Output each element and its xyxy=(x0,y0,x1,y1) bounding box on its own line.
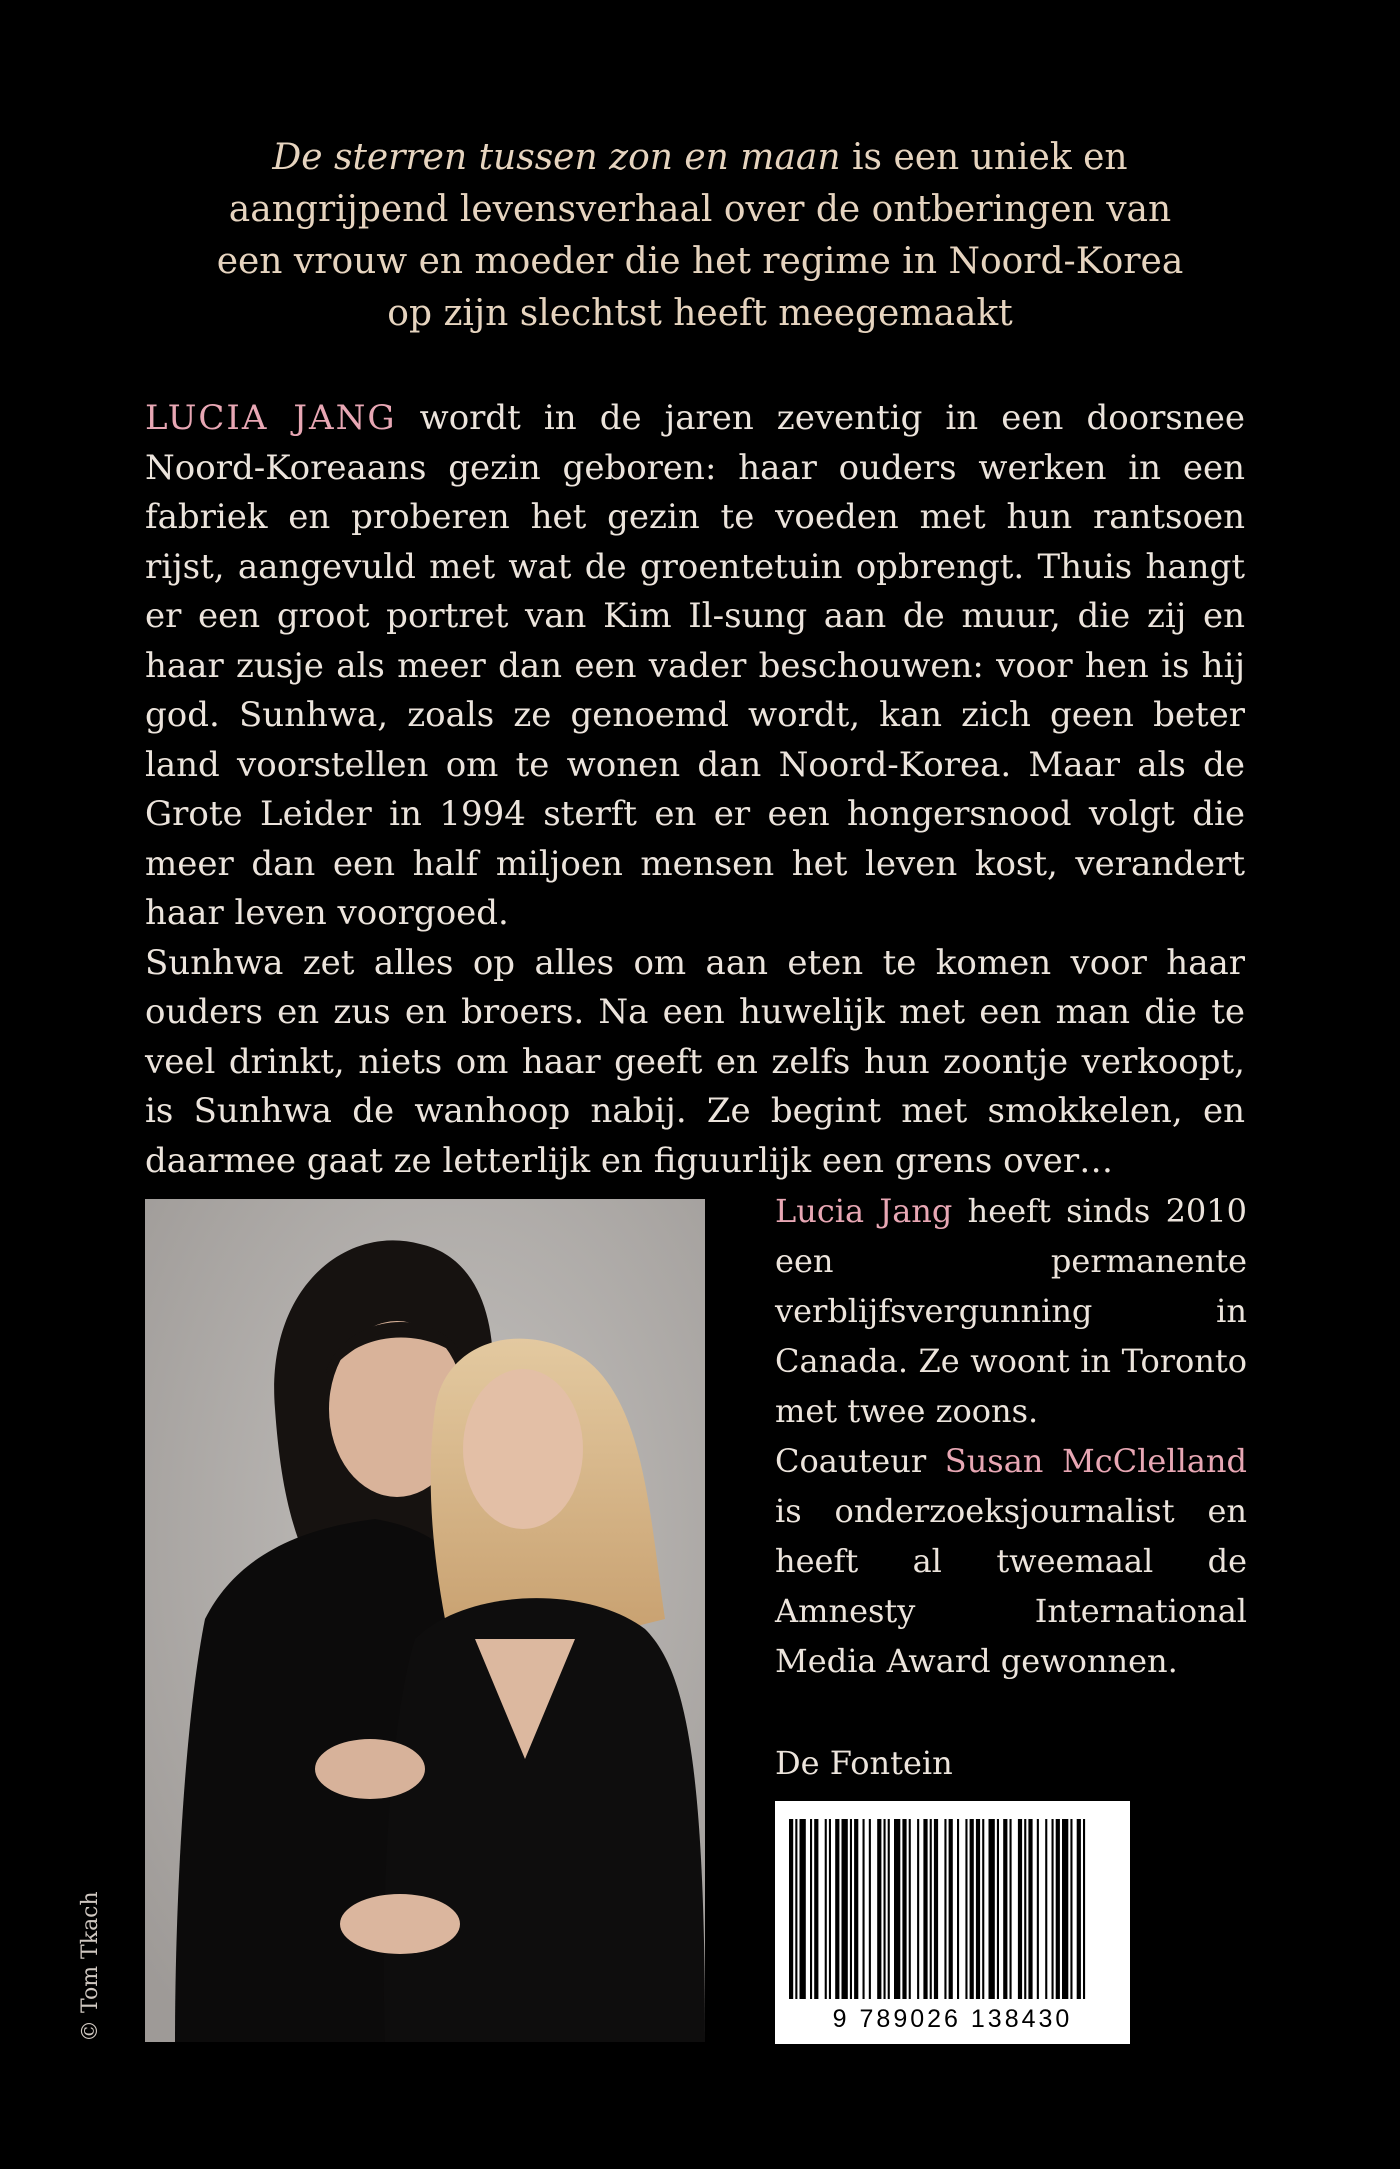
barcode-bar xyxy=(829,1819,831,1999)
blurb xyxy=(145,394,1245,1186)
barcode-bar xyxy=(800,1819,806,1999)
barcode-bar xyxy=(957,1819,959,1999)
barcode-bar xyxy=(1018,1819,1022,1999)
author-photo-image xyxy=(145,1199,705,2042)
barcode-bar xyxy=(1077,1819,1081,1999)
barcode-bar xyxy=(894,1819,900,1999)
barcode-bar xyxy=(888,1819,890,1999)
coauthor-prefix: Coauteur xyxy=(775,1442,945,1480)
blurb-paragraph-2: Sunhwa zet alles op alles om aan eten te komen voor haar ouders en zus en broers. Na een huwelijk met een man die te veel drinkt, niets om haar geeft en zelfs hun zoontje verkoopt, is Sunhwa de wanhoop nabij. Ze begint met smokkelen, en daarmee gaat ze letterlijk en figuurlijk een grens over… xyxy=(145,942,1245,1181)
barcode-bar xyxy=(976,1819,980,1999)
barcode-bar xyxy=(909,1819,911,1999)
coauthor-name: Susan McClelland xyxy=(944,1442,1248,1480)
barcode-bar xyxy=(1083,1819,1085,1999)
barcode-bar xyxy=(1056,1819,1060,1999)
barcode-bar xyxy=(1028,1819,1032,1999)
barcode-bar xyxy=(949,1819,953,1999)
barcode-bar xyxy=(989,1819,995,1999)
barcode-bar xyxy=(814,1819,818,1999)
author1-text: heeft sinds 2010 een permanente verblijfsvergunning in Canada. Ze woont in Toronto met twee zoons. xyxy=(775,1192,1248,1430)
barcode-bar xyxy=(923,1819,927,1999)
barcode-bar xyxy=(934,1819,938,1999)
photo-credit: © Tom Tkach xyxy=(78,1891,103,2042)
barcode-bar xyxy=(1037,1819,1039,1999)
tagline xyxy=(195,132,1205,340)
tagline-text: is een uniek en aangrijpend levensverhaal over de ontberingen van een vrouw en moeder die het regime in Noord-Korea op zijn slechtst heeft meegemaakt xyxy=(216,137,1184,334)
barcode-bar xyxy=(825,1819,827,1999)
barcode-bar xyxy=(835,1819,839,1999)
barcode-bar xyxy=(869,1819,871,1999)
author-photo xyxy=(145,1199,705,2042)
barcode-bar xyxy=(944,1819,946,1999)
barcode-bar xyxy=(850,1819,852,1999)
barcode-bar xyxy=(1024,1819,1026,1999)
publisher-name: De Fontein xyxy=(775,1744,953,1782)
barcode-bar xyxy=(997,1819,999,1999)
barcode-bar xyxy=(863,1819,865,1999)
barcode xyxy=(775,1801,1130,2044)
barcode-bar xyxy=(930,1819,932,1999)
coauthor-text: is onderzoeksjournalist en heeft al tweemaal de Amnesty International Media Award gewonnen. xyxy=(775,1492,1247,1680)
author-name: LUCIA JANG xyxy=(145,398,397,438)
barcode-bar xyxy=(810,1819,812,1999)
barcode-bar xyxy=(877,1819,881,1999)
barcode-bar xyxy=(842,1819,848,1999)
barcode-bar xyxy=(1052,1819,1054,1999)
barcode-bar xyxy=(854,1819,858,1999)
barcode-bars xyxy=(775,1801,1130,2006)
barcode-bar xyxy=(1070,1819,1072,1999)
barcode-bar xyxy=(795,1819,797,1999)
barcode-bar xyxy=(1003,1819,1007,1999)
barcode-bar xyxy=(970,1819,974,1999)
isbn-number: 9 789026 138430 xyxy=(832,2005,1073,2033)
barcode-bar xyxy=(1045,1819,1047,1999)
blurb-paragraph-1-text: wordt in de jaren zeventig in een doorsnee Noord-Koreaans gezin geboren: haar ouders werken in een fabriek en proberen het gezin te voeden met hun rantsoen rijst, aangevuld met wat de groentetuin opbrengt. Thuis hangt er een groot portret van Kim Il-sung aan de muur, die zij en haar zusje als meer dan een vader beschouwen: voor hen is hij god. Sunhwa, zoals ze genoemd wordt, kan zich geen beter land voorstellen om te wonen dan Noord-Korea. Maar als de Grote Leider in 1994 sterft en er een hongersnood volgt die meer dan een half miljoen mensen het leven kost, verandert haar leven voorgoed. xyxy=(145,398,1245,933)
coauthor-bio xyxy=(775,1436,1247,1686)
barcode-bar xyxy=(789,1819,793,1999)
blurb-paragraph-1 xyxy=(145,394,1245,939)
barcode-bar xyxy=(982,1819,984,1999)
barcode-bar xyxy=(1010,1819,1012,1999)
author-bio xyxy=(775,1186,1247,1686)
barcode-bar xyxy=(902,1819,906,1999)
barcode-bar xyxy=(917,1819,919,1999)
barcode-bar xyxy=(884,1819,886,1999)
author1-name: Lucia Jang xyxy=(775,1192,953,1230)
book-title: De sterren tussen zon en maan xyxy=(272,137,841,178)
author1-bio xyxy=(775,1186,1247,1436)
barcode-bar xyxy=(965,1819,967,1999)
barcode-bar xyxy=(1062,1819,1068,1999)
